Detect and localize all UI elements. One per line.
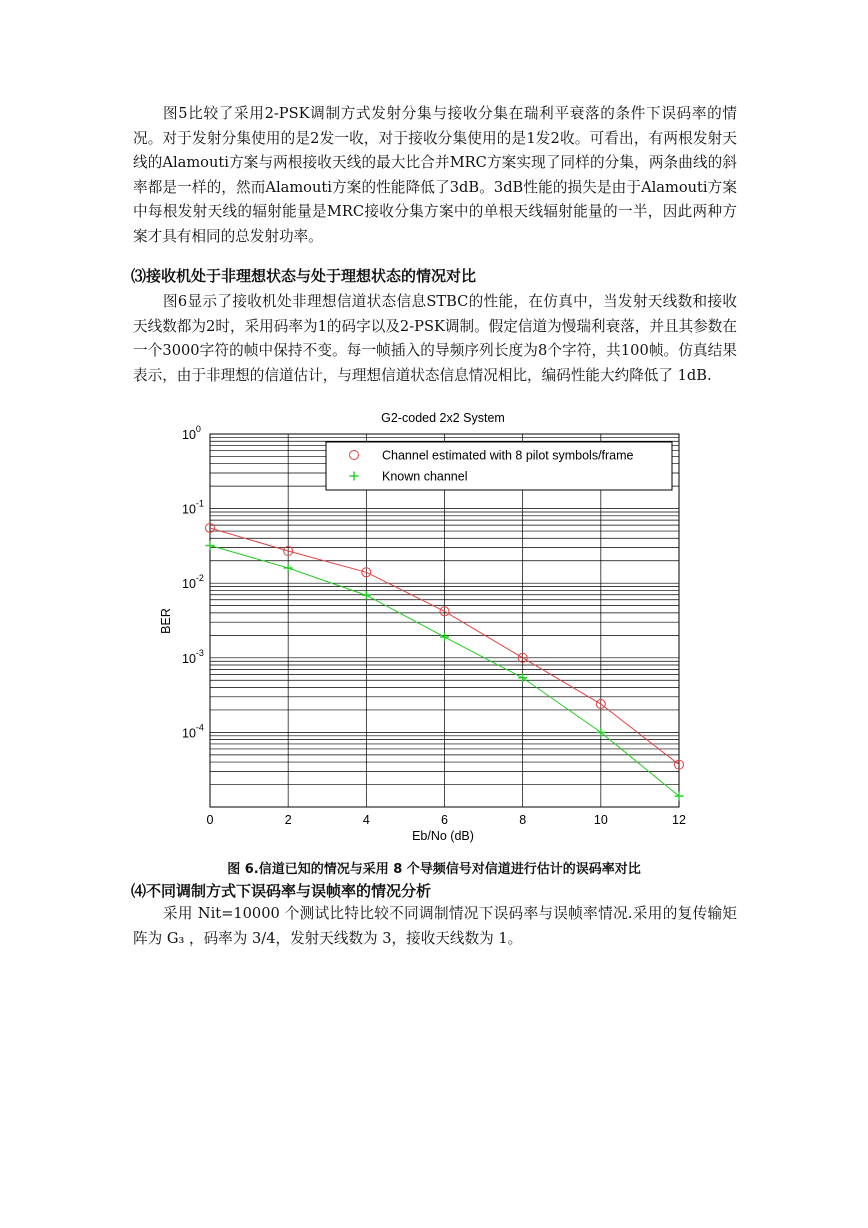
y-tick-label: $10^0$ [182, 424, 201, 442]
ber-chart [150, 404, 710, 856]
x-tick-label: 12 [672, 813, 686, 827]
section-heading-3: ⑶接收机处于非理想状态与处于理想状态的情况对比 [131, 267, 477, 285]
y-tick-labels [182, 424, 204, 740]
chart-title: G2-coded 2x2 System [381, 411, 505, 425]
x-tick-label: 0 [206, 813, 214, 827]
data-point [362, 591, 371, 600]
x-tick-labels [207, 813, 686, 827]
paragraph-fig5-discussion: 图5比较了采用2-PSK调制方式发射分集与接收分集在瑞利平衰落的条件下误码率的情况。对于发射分集使用的是2发一收，对于接收分集使用的是1发2收。可看出，有两根发射天线的Alamouti方案与两根接收天线的最大比合并MRC方案实现了同样的分集，两条曲线的斜率都是一样的，然而Alamouti方案的性能降低了3dB。3dB性能的损失是由于Alamouti方案中每根发射天线的辐射能量是MRC接收分集方案中的单根天线辐射能量的一半，因此两种方案才具有相同的总发射功率。 [133, 105, 737, 245]
x-tick-label: 2 [284, 813, 292, 827]
y-tick-label: $10^{-1}$ [182, 498, 204, 517]
legend-label: Channel estimated with 8 pilot symbols/frame [382, 448, 634, 463]
y-tick-label: $10^{-4}$ [182, 722, 204, 741]
y-tick-label: $10^{-3}$ [182, 647, 204, 666]
data-point [206, 541, 215, 550]
figure-caption: 图 6.信道已知的情况与采用 8 个导频信号对信道进行估计的误码率对比 [227, 862, 641, 877]
paragraph-modulation: 采用 Nit=10000 个测试比特比较不同调制情况下误码率与误帧率情况.采用的复传输矩阵为 G₃ ，码率为 3/4，发射天线数为 3，接收天线数为 1。 [133, 905, 737, 947]
x-tick-label: 8 [519, 813, 527, 827]
data-point [284, 563, 293, 572]
y-tick-label: $10^{-2}$ [182, 573, 204, 592]
y-axis-label: BER [159, 608, 173, 634]
section-heading-4: ⑷不同调制方式下误码率与误帧率的情况分析 [131, 882, 432, 900]
x-tick-label: 6 [441, 813, 448, 827]
chart-legend [326, 442, 672, 490]
x-axis-label: Eb/No (dB) [412, 829, 474, 843]
x-tick-label: 4 [362, 813, 370, 827]
x-tick-label: 10 [593, 813, 608, 827]
data-point [440, 633, 449, 642]
legend-label: Known channel [382, 469, 468, 484]
paragraph-fig6-discussion: 图6显示了接收机处非理想信道状态信息STBC的性能，在仿真中，当发射天线数和接收天线数都为2时，采用码率为1的码字以及2-PSK调制。假定信道为慢瑞利衰落，并且其参数在一个3000字符的帧中保持不变。每一帧插入的导频序列长度为8个字符，共100帧。仿真结果表示，由于非理想的信道估计，与理想信道状态信息情况相比，编码性能大约降低了 1dB. [133, 293, 737, 384]
